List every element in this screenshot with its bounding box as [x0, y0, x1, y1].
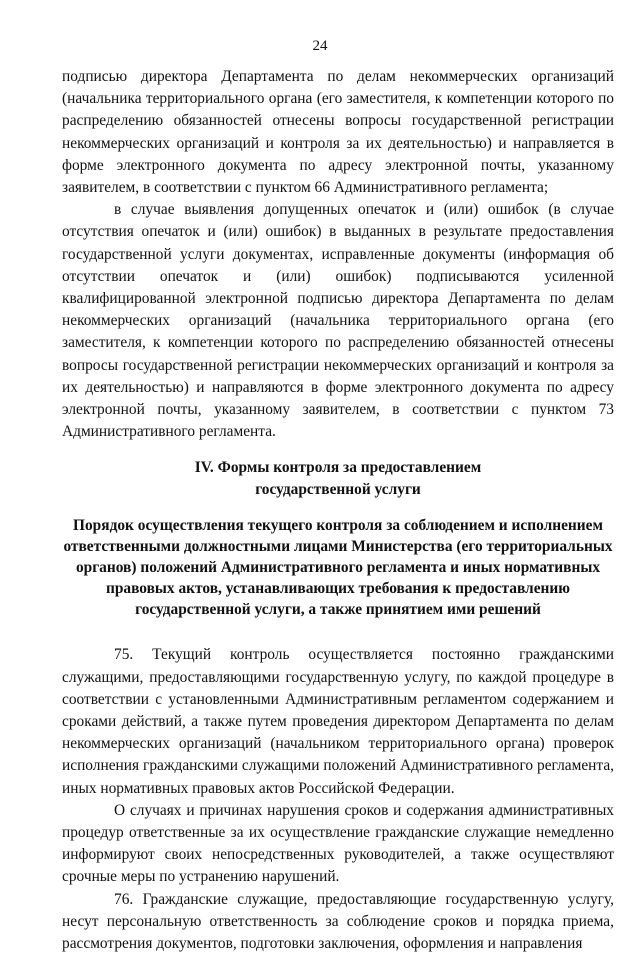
section-heading-line: государственной услуги [255, 481, 421, 499]
page-number: 24 [312, 38, 328, 54]
paragraph-item-75: 75. Текущий контроль осуществляется постоянно гражданскими служащими, предоставляющими государственную услугу, по каждой процедуре в соответствии с установленными Административным регламентом содержанием и сроками действий, а также путем проведения директором Департамента по делам некоммерческих организаций (начальником территориального органа) проверок исполнения гражданскими служащими положений Административного регламента, иных нормативных правовых актов Российской Федерации. [62, 646, 614, 797]
paragraph-typo-correction: в случае выявления допущенных опечаток и (или) ошибок (в случае отсутствия опечаток и (или) ошибок) в выданных в результате предоставления государственной услуги документах, исправленные документы (информация об отсутствии опечаток и (или) ошибок) подписываются усиленной квалифицированной электронной подписью директора Департамента по делам некоммерческих организаций (начальника территориального органа (его заместителя, к компетенции которого по распределению обязанностей отнесены вопросы государственной регистрации некоммерческих организаций и контроля за их деятельностью) и направляются в форме электронного документа по адресу электронной почты, указанному заявителем, в соответствии с пунктом 73 Административного регламента. [62, 201, 614, 441]
subsection-heading [62, 515, 614, 620]
paragraph-continuation: подписью директора Департамента по делам некоммерческих организаций (начальника территориального органа (его заместителя, к компетенции которого по распределению обязанностей отнесены вопросы государственной регистрации некоммерческих организаций и контроля за их деятельностью) и направляется в форме электронного документа по адресу электронной почты, указанному заявителем, в соответствии с пунктом 66 Административного регламента; [62, 68, 614, 197]
paragraph-violations: О случаях и причинах нарушения сроков и содержания административных процедур ответственные за их осуществление гражданские служащие немедленно информируют своих непосредственных руководителей, а также осуществляют срочные меры по устранению нарушений. [62, 801, 614, 886]
section-heading [62, 457, 614, 501]
subsection-heading-line: Порядок осуществления текущего контроля за соблюдением и исполнением [73, 517, 603, 535]
subsection-heading-line: органов) положений Административного регламента и иных нормативных [75, 559, 601, 577]
page-content [62, 66, 614, 955]
subsection-heading-line: ответственными должностными лицами Министерства (его территориальных [63, 538, 613, 556]
paragraph-item-76: 76. Гражданские служащие, предоставляющие государственную услугу, несут персональную ответственность за соблюдение сроков и порядка приема, рассмотрения документов, подготовки заключения, оформления и направления [62, 890, 614, 953]
spacer [62, 620, 614, 644]
subsection-heading-line: государственной услуги, а также принятием ими решений [135, 601, 541, 619]
section-heading-line: IV. Формы контроля за предоставлением [194, 459, 482, 477]
subsection-heading-line: правовых актов, устанавливающих требования к предоставлению [105, 580, 571, 598]
